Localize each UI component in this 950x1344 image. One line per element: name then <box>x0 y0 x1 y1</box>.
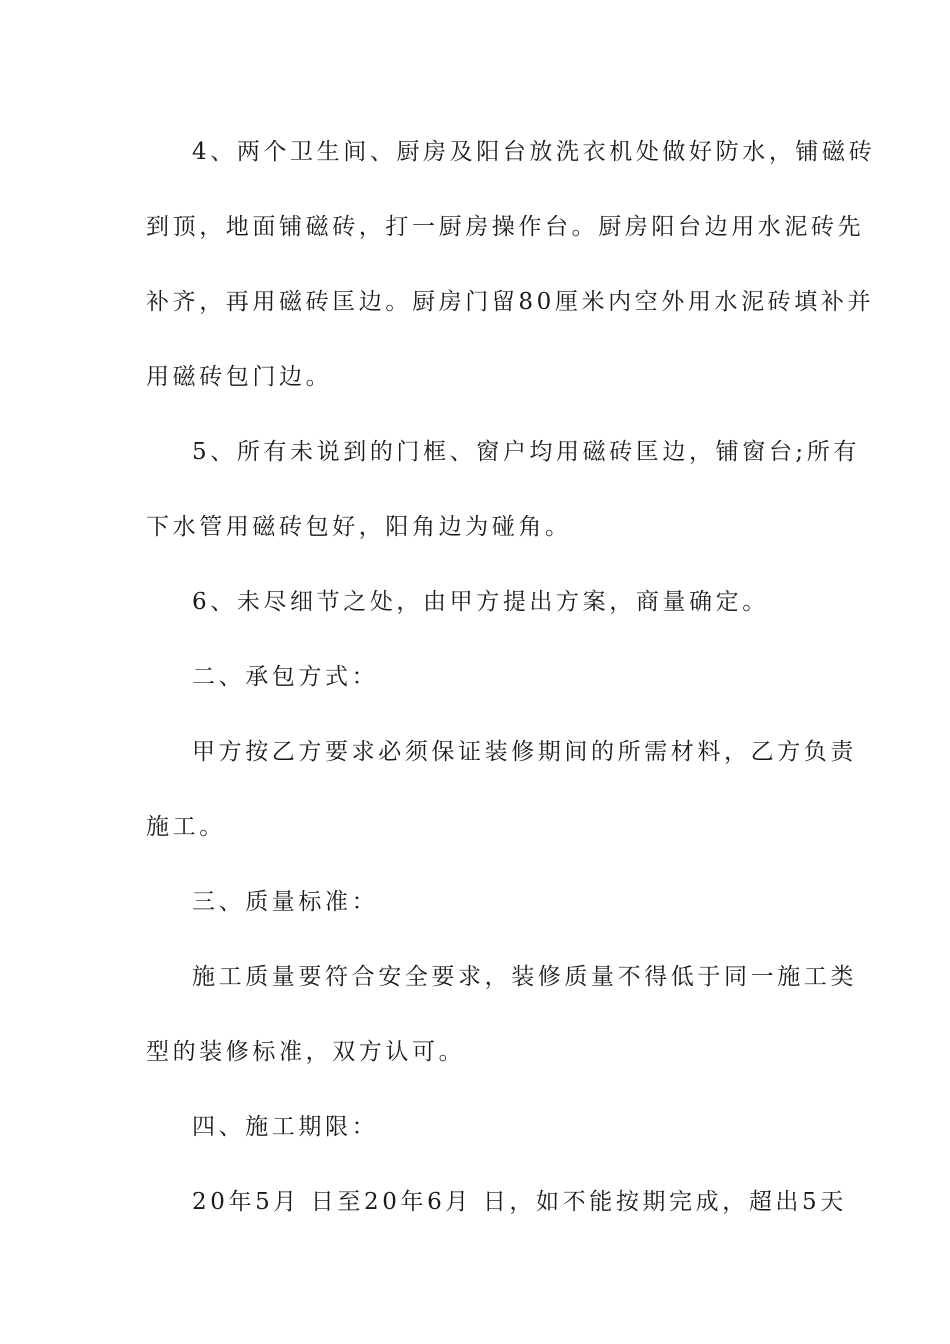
paragraph-line: 甲方按乙方要求必须保证装修期间的所需材料，乙方负责 <box>192 739 857 765</box>
paragraph-line: 施工。 <box>146 814 226 840</box>
document-body <box>146 130 876 1255</box>
paragraph-line: 用磁砖包门边。 <box>146 364 333 390</box>
section-heading: 三、质量标准： <box>192 889 379 915</box>
paragraph-line: 型的装修标准，双方认可。 <box>146 1039 466 1065</box>
paragraph-line: 下水管用磁砖包好，阳角边为碰角。 <box>146 514 572 540</box>
section-heading: 四、施工期限： <box>192 1114 379 1140</box>
paragraph-line: 4、两个卫生间、厨房及阳台放洗衣机处做好防水，铺磁砖 <box>192 139 876 165</box>
paragraph-line: 6、未尽细节之处，由甲方提出方案，商量确定。 <box>192 589 769 615</box>
paragraph-line: 施工质量要符合安全要求，装修质量不得低于同一施工类 <box>192 964 857 990</box>
paragraph-line: 到顶，地面铺磁砖，打一厨房操作台。厨房阳台边用水泥砖先 <box>146 214 865 240</box>
section-heading: 二、承包方式： <box>192 664 379 690</box>
paragraph-line: 5、所有未说到的门框、窗户均用磁砖匡边，铺窗台;所有 <box>192 439 860 465</box>
paragraph-line: 20年5月 日至20年6月 日，如不能按期完成，超出5天 <box>192 1189 847 1215</box>
paragraph-line: 补齐，再用磁砖匡边。厨房门留80厘米内空外用水泥砖填补并 <box>146 289 875 315</box>
